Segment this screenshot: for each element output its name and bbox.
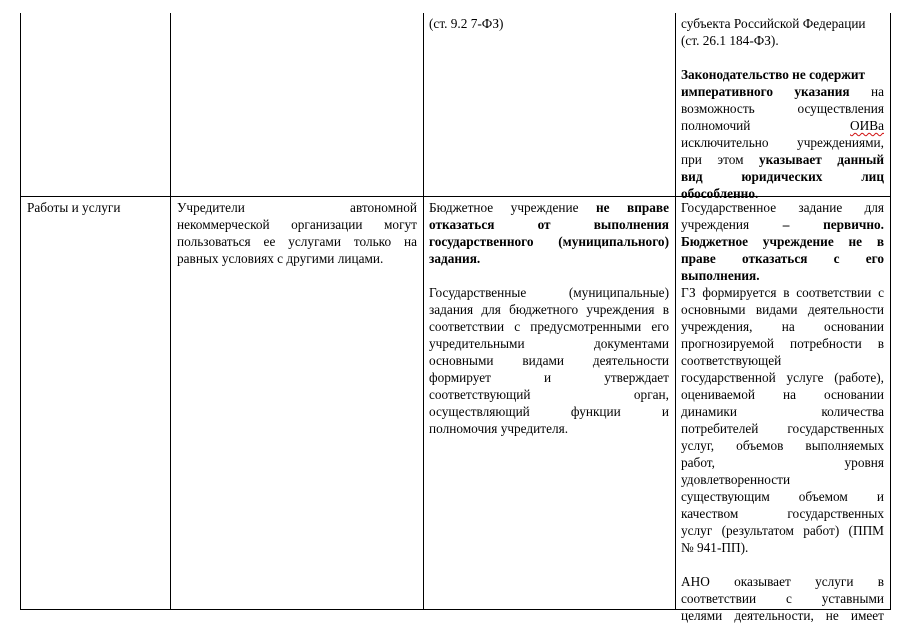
text-word: осуществляющий <box>429 404 530 419</box>
bold-text: Бюджетное учреждение не в <box>681 234 884 249</box>
text-word: Бюджетное учреждение <box>429 200 579 215</box>
text-word: основании <box>824 319 885 334</box>
text-line: прогнозируемой потребности в <box>681 336 884 351</box>
text-word: Государственные <box>429 285 527 300</box>
bold-text: его <box>865 251 884 266</box>
spellcheck-word: ОИВа <box>850 118 884 133</box>
text-word: услуги <box>815 574 854 589</box>
bold-text: Законодательство не содержит <box>681 67 866 82</box>
text-line: ГЗ формируется в соответствии с <box>681 285 884 300</box>
text-word: полномочий <box>681 118 751 133</box>
text-line: равных условиях с другими лицами. <box>177 251 384 266</box>
row-heading: Работы и услуги <box>27 200 121 215</box>
text-line: (ст. 26.1 184-ФЗ). <box>681 33 779 48</box>
text-line: государственной услуге (работе), <box>681 370 884 385</box>
text-line: удовлетворенности <box>681 472 791 487</box>
bold-text: выполнения. <box>681 268 760 283</box>
text-word: соответствии <box>681 591 757 606</box>
text-word: уставными <box>821 591 884 606</box>
text-word: основании <box>824 387 885 402</box>
text-word: в <box>877 574 885 589</box>
citation-text: (ст. 9.2 7-ФЗ) <box>429 16 504 31</box>
text-word: учреждения, <box>681 319 753 334</box>
bold-text: с <box>833 251 840 266</box>
text-word: с <box>785 591 792 606</box>
text-word: задание <box>798 200 843 215</box>
col-border-3 <box>423 13 424 609</box>
bold-text: от <box>537 217 551 232</box>
text-word: формирует <box>429 370 491 385</box>
text-word: для <box>864 200 884 215</box>
text-line: соответствующей <box>681 353 782 368</box>
text-word: орган, <box>633 387 669 402</box>
text-word: при этом <box>681 152 744 167</box>
bold-text: – <box>782 217 790 232</box>
text-word: деятельности <box>592 353 670 368</box>
bold-text: лиц <box>861 169 885 184</box>
bold-text: отказаться <box>742 251 808 266</box>
row2-col3-cell <box>429 199 669 437</box>
text-word: Государственное <box>681 200 777 215</box>
bold-text: не вправе <box>596 200 670 215</box>
text-line: полномочия учредителя. <box>429 421 569 436</box>
text-word: уровня <box>844 455 884 470</box>
text-line: услуг (результатом работ) (ППМ <box>681 523 884 538</box>
text-line: пользоваться ее услугами только на <box>177 234 417 249</box>
bold-text: отказаться <box>429 217 495 232</box>
text-word: и <box>544 370 552 385</box>
col-border-4 <box>675 13 676 609</box>
bold-text: праве <box>681 251 716 266</box>
text-word: объемом <box>798 489 848 504</box>
text-word: существующим <box>681 489 770 504</box>
row2-col2-cell <box>177 199 417 267</box>
text-word: оцениваемой <box>681 387 755 402</box>
text-word: качеством <box>681 506 739 521</box>
text-word: основными <box>429 353 494 368</box>
text-word: (муниципальные) <box>568 285 669 300</box>
text-word: Учредители <box>177 200 245 215</box>
bold-text: юридических <box>741 169 823 184</box>
text-word: функции <box>570 404 621 419</box>
text-line: исключительно учреждениями, <box>681 135 884 150</box>
text-word: документами <box>594 336 669 351</box>
text-word: автономной <box>350 200 417 215</box>
text-word: соответствующий <box>429 387 531 402</box>
text-word: видами <box>522 353 564 368</box>
text-word: возможность <box>681 101 755 116</box>
text-line: услуг, объемов выполняемых <box>681 438 884 453</box>
bold-text: указывает данный <box>759 152 885 167</box>
text-word: динамики <box>681 404 738 419</box>
text-line: потребителей государственных <box>681 421 884 436</box>
row2-col4-cell <box>681 199 884 624</box>
text-line: основными видами деятельности <box>681 302 884 317</box>
text-word: на <box>870 84 884 99</box>
text-word: оказывает <box>734 574 791 589</box>
text-line: целями деятельности, не имеет <box>681 608 884 623</box>
text-word: утверждает <box>604 370 669 385</box>
row2-col1-cell <box>27 199 167 216</box>
text-word: учредительными <box>429 336 525 351</box>
bold-text: вид <box>681 169 703 184</box>
text-word: и <box>876 489 884 504</box>
text-word: осуществления <box>797 101 884 116</box>
row1-col3-cell <box>429 15 669 32</box>
text-word: АНО <box>681 574 710 589</box>
text-word: учреждения <box>681 217 750 232</box>
bold-text: государственного (муниципального) <box>429 234 669 249</box>
text-line: № 941-ПП). <box>681 540 749 555</box>
text-word: на <box>781 319 795 334</box>
row1-col4-cell <box>681 15 884 202</box>
text-word: работ, <box>681 455 715 470</box>
bold-text: выполнения <box>593 217 669 232</box>
text-line: соответствии с предусмотренными его <box>429 319 669 334</box>
col-border-5 <box>890 13 891 609</box>
col-border-1 <box>20 13 21 609</box>
text-line: субъекта Российской Федерации <box>681 16 866 31</box>
bold-text: первично. <box>823 217 884 232</box>
bold-text: обособленно. <box>681 186 759 201</box>
col-border-2 <box>170 13 171 609</box>
bold-text: императивного указания <box>681 84 850 99</box>
text-word: на <box>782 387 797 402</box>
text-line: некоммерческой организации могут <box>177 217 417 232</box>
text-word: государственных <box>787 506 884 521</box>
text-word: количества <box>821 404 884 419</box>
text-word: и <box>661 404 670 419</box>
bold-text: задания. <box>429 251 481 266</box>
text-line: задания для бюджетного учреждения в <box>429 302 669 317</box>
